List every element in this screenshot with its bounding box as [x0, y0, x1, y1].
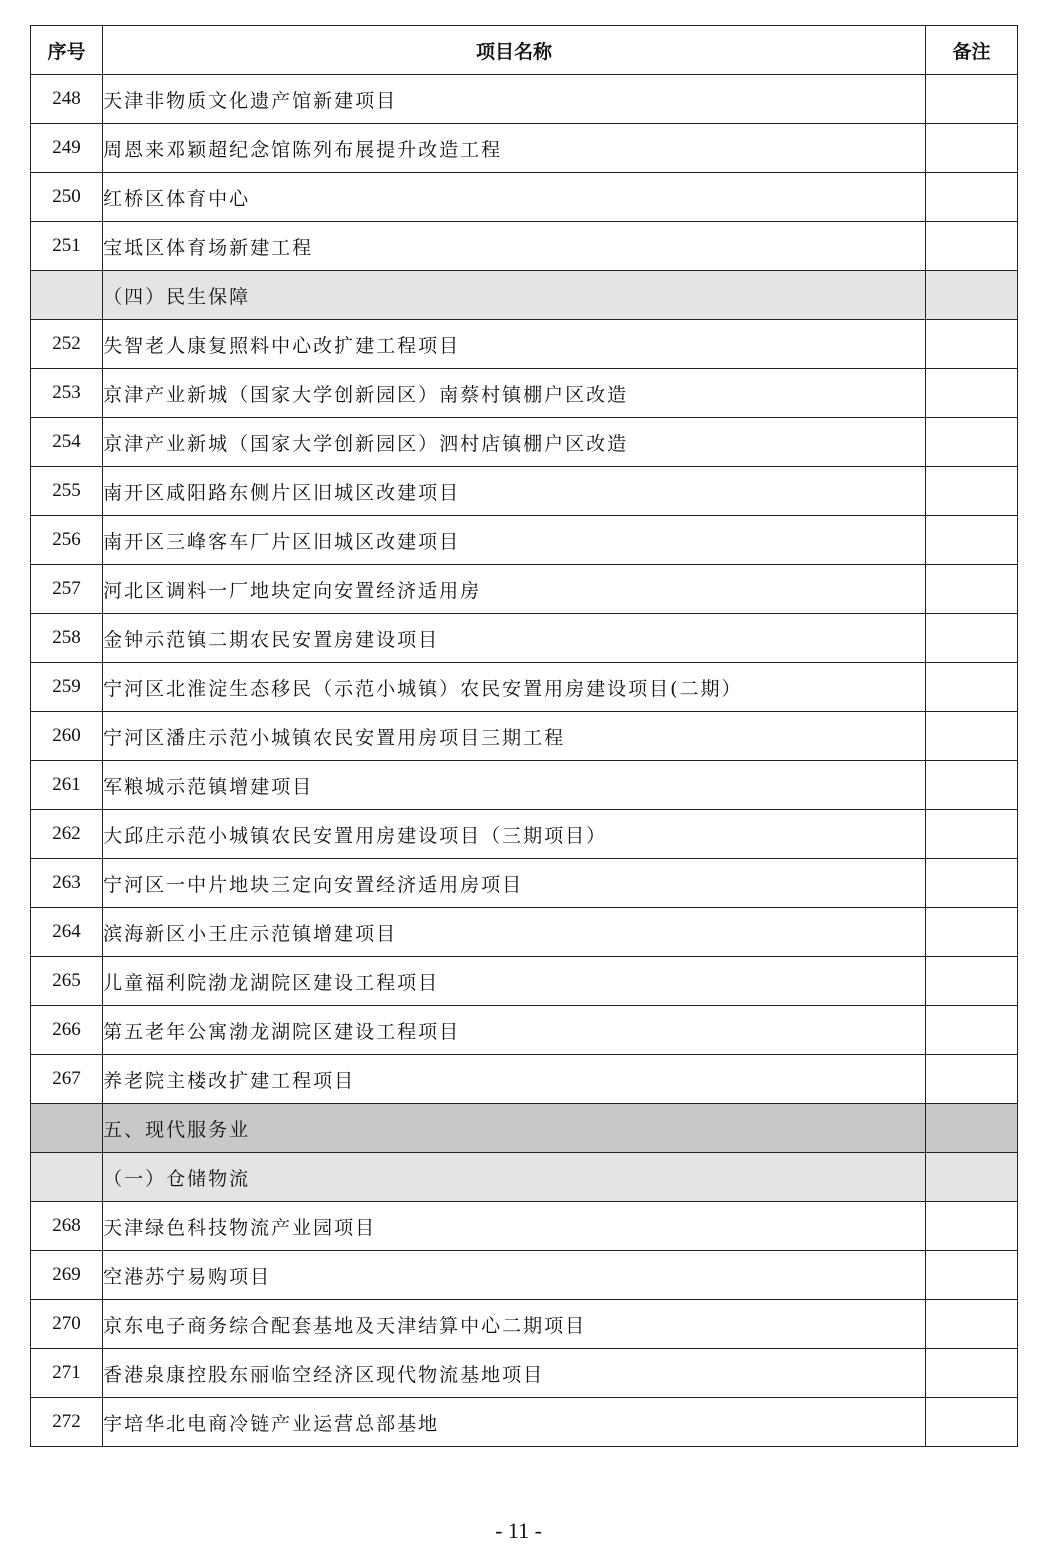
table-row [31, 663, 1018, 712]
row-remarks [925, 173, 1017, 222]
row-remarks [925, 271, 1017, 320]
row-serial-number: 264 [31, 908, 103, 957]
row-remarks [925, 1251, 1017, 1300]
row-project-name: 军粮城示范镇增建项目 [103, 761, 926, 810]
row-project-name: 滨海新区小王庄示范镇增建项目 [103, 908, 926, 957]
row-serial-number: 267 [31, 1055, 103, 1104]
row-remarks [925, 810, 1017, 859]
table-row [31, 1202, 1018, 1251]
row-remarks [925, 516, 1017, 565]
row-remarks [925, 1349, 1017, 1398]
row-project-name: 宁河区一中片地块三定向安置经济适用房项目 [103, 859, 926, 908]
row-project-name: 失智老人康复照料中心改扩建工程项目 [103, 320, 926, 369]
row-serial-number: 271 [31, 1349, 103, 1398]
table-row [31, 1300, 1018, 1349]
row-remarks [925, 222, 1017, 271]
page-number: - 11 - [495, 1518, 542, 1543]
row-serial-number: 272 [31, 1398, 103, 1447]
row-remarks [925, 1398, 1017, 1447]
row-project-name: 京津产业新城（国家大学创新园区）南蔡村镇棚户区改造 [103, 369, 926, 418]
row-remarks [925, 908, 1017, 957]
table-row [31, 173, 1018, 222]
row-project-name: 红桥区体育中心 [103, 173, 926, 222]
row-project-name: 宁河区北淮淀生态移民（示范小城镇）农民安置用房建设项目(二期） [103, 663, 926, 712]
table-row [31, 761, 1018, 810]
row-project-name: 大邱庄示范小城镇农民安置用房建设项目（三期项目） [103, 810, 926, 859]
row-project-name: 宝坻区体育场新建工程 [103, 222, 926, 271]
row-remarks [925, 712, 1017, 761]
section-row [31, 1153, 1018, 1202]
table-row [31, 75, 1018, 124]
row-serial-number: 270 [31, 1300, 103, 1349]
row-project-name: （四）民生保障 [103, 271, 926, 320]
row-project-name: 京东电子商务综合配套基地及天津结算中心二期项目 [103, 1300, 926, 1349]
header-remarks: 备注 [925, 26, 1017, 75]
row-project-name: 南开区三峰客车厂片区旧城区改建项目 [103, 516, 926, 565]
row-project-name: 养老院主楼改扩建工程项目 [103, 1055, 926, 1104]
header-project-name: 项目名称 [103, 26, 926, 75]
row-serial-number: 253 [31, 369, 103, 418]
table-row [31, 1398, 1018, 1447]
row-serial-number: 254 [31, 418, 103, 467]
row-remarks [925, 957, 1017, 1006]
row-serial-number: 260 [31, 712, 103, 761]
header-serial-number: 序号 [31, 26, 103, 75]
row-serial-number: 257 [31, 565, 103, 614]
row-project-name: 天津非物质文化遗产馆新建项目 [103, 75, 926, 124]
row-remarks [925, 1300, 1017, 1349]
row-project-name: 五、现代服务业 [103, 1104, 926, 1153]
table-row [31, 859, 1018, 908]
table-row [31, 565, 1018, 614]
table-header-row [31, 26, 1018, 75]
table-row [31, 712, 1018, 761]
table-row [31, 810, 1018, 859]
row-serial-number: 269 [31, 1251, 103, 1300]
row-project-name: 南开区咸阳路东侧片区旧城区改建项目 [103, 467, 926, 516]
row-remarks [925, 859, 1017, 908]
section-row [31, 1104, 1018, 1153]
row-project-name: 周恩来邓颖超纪念馆陈列布展提升改造工程 [103, 124, 926, 173]
table-row [31, 369, 1018, 418]
row-project-name: 宇培华北电商冷链产业运营总部基地 [103, 1398, 926, 1447]
row-remarks [925, 124, 1017, 173]
row-project-name: 第五老年公寓渤龙湖院区建设工程项目 [103, 1006, 926, 1055]
table-row [31, 614, 1018, 663]
table-row [31, 467, 1018, 516]
row-remarks [925, 1104, 1017, 1153]
table-row [31, 320, 1018, 369]
row-remarks [925, 1006, 1017, 1055]
row-project-name: 河北区调料一厂地块定向安置经济适用房 [103, 565, 926, 614]
row-remarks [925, 565, 1017, 614]
table-body [31, 75, 1018, 1447]
table-row [31, 222, 1018, 271]
table-row [31, 1055, 1018, 1104]
table-row [31, 1349, 1018, 1398]
table-row [31, 908, 1018, 957]
row-serial-number: 262 [31, 810, 103, 859]
row-serial-number: 268 [31, 1202, 103, 1251]
row-project-name: 金钟示范镇二期农民安置房建设项目 [103, 614, 926, 663]
row-project-name: 空港苏宁易购项目 [103, 1251, 926, 1300]
row-project-name: 京津产业新城（国家大学创新园区）泗村店镇棚户区改造 [103, 418, 926, 467]
row-serial-number: 255 [31, 467, 103, 516]
row-serial-number: 249 [31, 124, 103, 173]
table-row [31, 1251, 1018, 1300]
row-project-name: 香港泉康控股东丽临空经济区现代物流基地项目 [103, 1349, 926, 1398]
row-project-name: （一）仓储物流 [103, 1153, 926, 1202]
row-serial-number: 263 [31, 859, 103, 908]
row-remarks [925, 1055, 1017, 1104]
table-row [31, 418, 1018, 467]
row-project-name: 儿童福利院渤龙湖院区建设工程项目 [103, 957, 926, 1006]
row-remarks [925, 467, 1017, 516]
row-remarks [925, 663, 1017, 712]
row-project-name: 宁河区潘庄示范小城镇农民安置用房项目三期工程 [103, 712, 926, 761]
row-serial-number [31, 271, 103, 320]
row-serial-number: 256 [31, 516, 103, 565]
table-row [31, 957, 1018, 1006]
row-remarks [925, 1202, 1017, 1251]
table-row [31, 124, 1018, 173]
row-serial-number: 259 [31, 663, 103, 712]
row-remarks [925, 369, 1017, 418]
row-remarks [925, 418, 1017, 467]
table-row [31, 1006, 1018, 1055]
row-serial-number [31, 1153, 103, 1202]
row-serial-number: 251 [31, 222, 103, 271]
row-serial-number: 261 [31, 761, 103, 810]
row-remarks [925, 614, 1017, 663]
section-row [31, 271, 1018, 320]
project-table [30, 25, 1018, 1447]
table-row [31, 516, 1018, 565]
row-remarks [925, 320, 1017, 369]
row-serial-number: 266 [31, 1006, 103, 1055]
row-remarks [925, 761, 1017, 810]
row-remarks [925, 1153, 1017, 1202]
row-project-name: 天津绿色科技物流产业园项目 [103, 1202, 926, 1251]
row-serial-number: 252 [31, 320, 103, 369]
row-serial-number: 250 [31, 173, 103, 222]
row-serial-number [31, 1104, 103, 1153]
row-serial-number: 248 [31, 75, 103, 124]
row-serial-number: 258 [31, 614, 103, 663]
row-remarks [925, 75, 1017, 124]
row-serial-number: 265 [31, 957, 103, 1006]
